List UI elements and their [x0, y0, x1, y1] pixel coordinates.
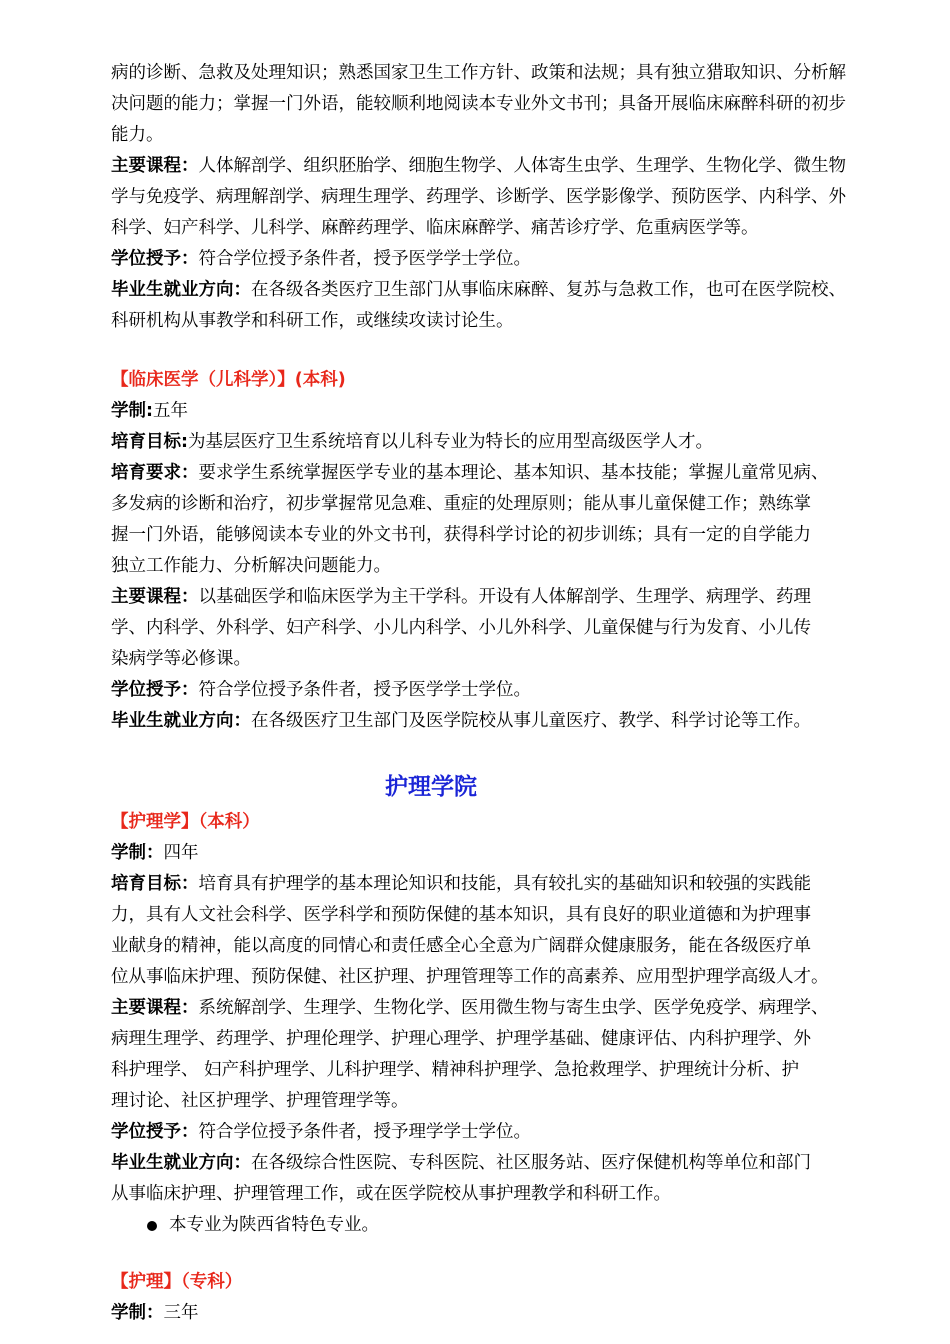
text-line: 学、内科学、外科学、妇产科学、小儿内科学、小儿外科学、儿童保健与行为发育、小儿传 — [111, 618, 811, 638]
courses-label: 主要课程： — [111, 587, 199, 607]
spacer — [111, 337, 921, 365]
text-line: 病的诊断、急救及处理知识；熟悉国家卫生工作方针、政策和法规；具有独立猎取知识、分析解 — [111, 63, 846, 83]
courses-label: 主要课程： — [111, 156, 199, 176]
requirement-text: 要求学生系统掌握医学专业的基本理论、基本知识、基本技能；掌握儿童常见病、 — [198, 463, 829, 483]
school-title: 护理学院 — [385, 774, 477, 800]
goal-text: 培育具有护理学的基本理论知识和技能，具有较扎实的基础知识和较强的实践能 — [198, 874, 811, 894]
courses-text: 系统解剖学、生理学、生物化学、医用微生物与寄生虫学、医学免疫学、病理学、 — [198, 998, 829, 1018]
courses-text: 人体解剖学、组织胚胎学、细胞生物学、人体寄生虫学、生理学、生物化学、微生物 — [198, 156, 846, 176]
degree-line — [111, 1117, 921, 1148]
text-line: 科研机构从事教学和科研工作，或继续攻读讨论生。 — [111, 311, 514, 331]
courses-label: 主要课程： — [111, 998, 199, 1018]
goal-label: 培育目标: — [111, 432, 188, 452]
duration-text: 三年 — [163, 1303, 199, 1323]
spacer — [111, 737, 921, 767]
text-line: 从事临床护理、护理管理工作，或在医学院校从事护理教学和科研工作。 — [111, 1184, 671, 1204]
goal-text: 为基层医疗卫生系统培育以儿科专业为特长的应用型高级医学人才。 — [188, 432, 713, 452]
goal-line — [111, 427, 921, 458]
duration-label: 学制： — [111, 1303, 164, 1323]
career-text: 在各级各类医疗卫生部门从事临床麻醉、复苏与急救工作，也可在医学院校、 — [251, 280, 846, 300]
text-line: 独立工作能力、分析解决问题能力。 — [111, 556, 391, 576]
duration-line — [111, 396, 921, 427]
career-text: 在各级医疗卫生部门及医学院校从事儿童医疗、教学、科学讨论等工作。 — [251, 711, 811, 731]
goal-label: 培育目标： — [111, 874, 199, 894]
text-line: 握一门外语，能够阅读本专业的外文书刊，获得科学讨论的初步训练；具有一定的自学能力 — [111, 525, 811, 545]
degree-line — [111, 244, 921, 275]
degree-text: 符合学位授予条件者，授予医学学士学位。 — [198, 680, 531, 700]
degree-text: 符合学位授予条件者，授予医学学士学位。 — [198, 249, 531, 269]
duration-text: 五年 — [153, 401, 188, 421]
career-label: 毕业生就业方向： — [111, 1153, 251, 1173]
requirement-line — [111, 458, 921, 489]
section-heading-pediatrics: 【临床医学（儿科学）】(本科) — [111, 370, 346, 390]
text-line: 染病学等必修课。 — [111, 649, 251, 669]
degree-text: 符合学位授予条件者，授予理学学士学位。 — [198, 1122, 531, 1142]
career-label: 毕业生就业方向： — [111, 280, 251, 300]
bullet-note — [111, 1210, 921, 1241]
courses-text: 以基础医学和临床医学为主干学科。开设有人体解剖学、生理学、病理学、药理 — [198, 587, 811, 607]
text-line: 理讨论、社区护理学、护理管理学等。 — [111, 1091, 409, 1111]
degree-line — [111, 675, 921, 706]
text-line: 学与免疫学、病理解剖学、病理生理学、药理学、诊断学、医学影像学、预防医学、内科学、外 — [111, 187, 846, 207]
duration-line — [111, 838, 921, 869]
section-heading-nursing-associate: 【护理】（专科） — [111, 1272, 243, 1292]
spacer — [111, 1241, 921, 1267]
text-line: 科学、妇产科学、儿科学、麻醉药理学、临床麻醉学、痛苦诊疗学、危重病医学等。 — [111, 218, 759, 238]
text-line: 力，具有人文社会科学、医学科学和预防保健的基本知识，具有良好的职业道德和为护理事 — [111, 905, 811, 925]
duration-label: 学制： — [111, 843, 164, 863]
note-text: 本专业为陕西省特色专业。 — [169, 1215, 379, 1235]
text-line: 业献身的精神，能以高度的同情心和责任感全心全意为广阔群众健康服务，能在各级医疗单 — [111, 936, 811, 956]
courses-line — [111, 993, 921, 1024]
text-line: 科护理学、 妇产科护理学、儿科护理学、精神科护理学、急抢救理学、护理统计分析、护 — [111, 1060, 800, 1080]
courses-line — [111, 151, 921, 182]
degree-label: 学位授予： — [111, 680, 199, 700]
goal-line — [111, 869, 921, 900]
bullet-icon — [147, 1221, 157, 1231]
duration-text: 四年 — [163, 843, 199, 863]
text-line: 病理生理学、药理学、护理伦理学、护理心理学、护理学基础、健康评估、内科护理学、外 — [111, 1029, 811, 1049]
career-line — [111, 275, 921, 306]
text-line: 能力。 — [111, 125, 164, 145]
text-line: 位从事临床护理、预防保健、社区护理、护理管理等工作的高素养、应用型护理学高级人才。 — [111, 967, 829, 987]
career-label: 毕业生就业方向： — [111, 711, 251, 731]
text-line: 决问题的能力；掌握一门外语，能较顺利地阅读本专业外文书刊；具备开展临床麻醉科研的初步 — [111, 94, 846, 114]
section-heading-nursing-bachelor: 【护理学】（本科） — [111, 812, 260, 832]
career-text: 在各级综合性医院、专科医院、社区服务站、医疗保健机构等单位和部门 — [251, 1153, 811, 1173]
degree-label: 学位授予： — [111, 1122, 199, 1142]
text-line: 多发病的诊断和治疗，初步掌握常见急难、重症的处理原则；能从事儿童保健工作；熟练掌 — [111, 494, 811, 514]
document-page — [111, 58, 921, 1329]
duration-label: 学制: — [111, 401, 153, 421]
duration-line — [111, 1298, 921, 1329]
career-line — [111, 706, 921, 737]
courses-line — [111, 582, 921, 613]
career-line — [111, 1148, 921, 1179]
degree-label: 学位授予： — [111, 249, 199, 269]
requirement-label: 培育要求： — [111, 463, 199, 483]
